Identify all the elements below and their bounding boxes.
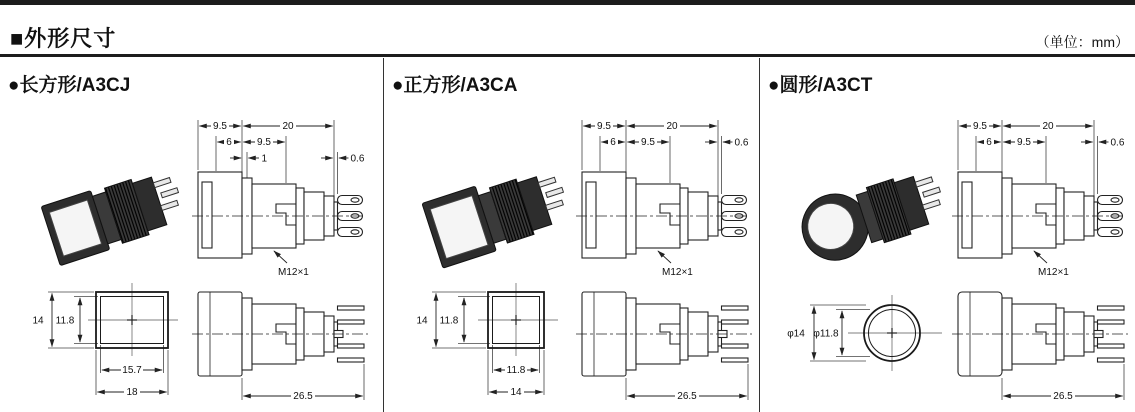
overall-depth-dimension bbox=[244, 391, 363, 402]
dimension-lines bbox=[200, 121, 365, 165]
inner-width-dim: 15.7 bbox=[122, 365, 142, 376]
thread-length-dim: 9.5 bbox=[641, 137, 655, 148]
section-title-a3ca: ●正方形/A3CA bbox=[392, 75, 518, 96]
unit-note: （单位：mm） bbox=[1035, 34, 1129, 50]
body-depth-dim: 20 bbox=[282, 121, 294, 132]
dimension-lines bbox=[32, 294, 166, 399]
dimension-lines bbox=[416, 294, 542, 399]
overall-depth-dim: 26.5 bbox=[293, 391, 313, 402]
thread-callout bbox=[1034, 251, 1069, 278]
thread-spec-label: M12×1 bbox=[662, 267, 693, 278]
side-view-drawing-a3cj bbox=[190, 114, 374, 284]
panel-cut-dim: 6 bbox=[610, 137, 616, 148]
dimension-lines bbox=[584, 121, 749, 149]
dimension-lines bbox=[787, 307, 842, 360]
dimension-columns bbox=[0, 58, 1135, 412]
thread-spec-label: M12×1 bbox=[278, 267, 309, 278]
thread-callout bbox=[274, 251, 309, 278]
washer-gap-dim: 1 bbox=[261, 153, 268, 165]
panel-cut-dim: 6 bbox=[226, 137, 232, 148]
overall-depth-dim: 26.5 bbox=[1053, 391, 1073, 402]
bezel-depth-dim: 9.5 bbox=[597, 121, 611, 132]
top-view-drawing-a3cj bbox=[190, 278, 374, 412]
bezel-depth-dim: 9.5 bbox=[973, 121, 987, 132]
side-view-drawing-a3ca bbox=[574, 114, 758, 284]
overall-depth-dim: 26.5 bbox=[677, 391, 697, 402]
terminal-thickness-dim: 0.6 bbox=[734, 137, 749, 149]
section-a3ca bbox=[383, 58, 759, 412]
body-depth-dim: 20 bbox=[1042, 121, 1054, 132]
dimension-lines bbox=[960, 121, 1125, 149]
side-view-drawing-a3ct bbox=[950, 114, 1134, 284]
front-view-drawing-a3ct bbox=[764, 278, 954, 412]
front-view-drawing-a3cj bbox=[4, 278, 194, 412]
thread-length-dim: 9.5 bbox=[1017, 137, 1031, 148]
section-a3ct bbox=[759, 58, 1135, 412]
panel-cut-dim: 6 bbox=[986, 137, 992, 148]
outer-height-dim: 14 bbox=[416, 315, 428, 327]
thread-length-dim: 9.5 bbox=[257, 137, 271, 148]
inner-height-dim: 11.8 bbox=[439, 315, 459, 327]
outer-width-dim: 14 bbox=[510, 387, 522, 398]
product-illustration-a3ct bbox=[790, 150, 962, 284]
top-view-drawing-a3ca bbox=[574, 278, 758, 412]
body-depth-dim: 20 bbox=[666, 121, 678, 132]
section-title-a3cj: ●长方形/A3CJ bbox=[8, 75, 131, 96]
inner-width-dim: 11.8 bbox=[506, 365, 526, 376]
terminal-thickness-dim: 0.6 bbox=[1110, 137, 1125, 149]
header-rule bbox=[0, 54, 1135, 57]
overall-depth-dimension bbox=[1004, 391, 1123, 402]
product-illustration-a3ca bbox=[414, 150, 586, 284]
outer-width-dim: 18 bbox=[126, 387, 138, 398]
inner-diameter-dim: φ11.8 bbox=[813, 328, 839, 340]
square-button-body bbox=[422, 161, 574, 268]
terminal-thickness-dim: 0.6 bbox=[350, 153, 365, 165]
thread-spec-label: M12×1 bbox=[1038, 267, 1069, 278]
inner-height-dim: 11.8 bbox=[55, 315, 75, 327]
product-illustration-a3cj bbox=[30, 150, 202, 284]
page-top-bar bbox=[0, 0, 1135, 5]
outer-diameter-dim: φ14 bbox=[787, 328, 805, 340]
outer-height-dim: 14 bbox=[32, 315, 44, 327]
section-title-a3ct: ●圆形/A3CT bbox=[768, 75, 873, 96]
top-view-drawing-a3ct bbox=[950, 278, 1134, 412]
round-button-body bbox=[794, 161, 951, 268]
thread-callout bbox=[658, 251, 693, 278]
rectangular-button-body bbox=[41, 165, 189, 266]
section-a3cj bbox=[0, 58, 383, 412]
bezel-depth-dim: 9.5 bbox=[213, 121, 227, 132]
page-title: ■外形尺寸 bbox=[10, 26, 117, 51]
front-view-drawing-a3ca bbox=[388, 278, 578, 412]
overall-depth-dimension bbox=[628, 391, 747, 402]
